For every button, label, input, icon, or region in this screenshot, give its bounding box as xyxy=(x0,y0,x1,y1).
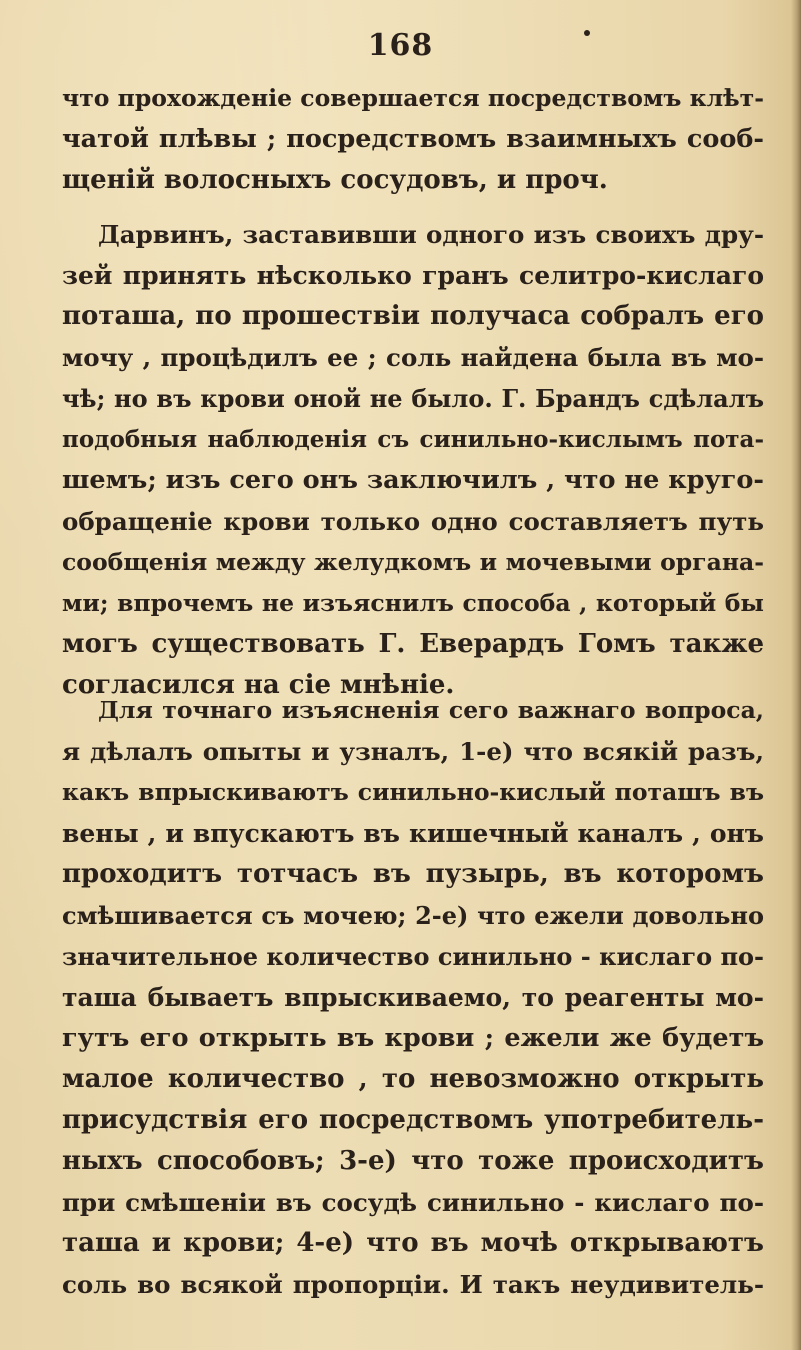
text-line: поташа, по прошествіи получаса собралъ его xyxy=(62,301,764,331)
text-line: сообщенія между желудкомъ и мочевыми органа- xyxy=(62,548,764,576)
text-line: зей принять нѣсколько гранъ селитро-кислаго xyxy=(62,261,764,290)
paragraph-1 xyxy=(62,78,764,201)
text-line: Дарвинъ, заставивши одного изъ своихъ дру- xyxy=(98,220,764,249)
text-line: соль во всякой пропорціи. И такъ неудивитель- xyxy=(62,1270,764,1299)
text-line: могъ существовать Г. Еверардъ Гомъ также xyxy=(62,629,764,659)
text-line: подобныя наблюденія съ синильно-кислымъ пота- xyxy=(62,426,764,453)
paragraph-3 xyxy=(62,690,764,1305)
text-line: обращеніе крови только одно составляетъ путь xyxy=(62,507,764,536)
text-line: при смѣшеніи въ сосудѣ синильно - кислаго по- xyxy=(62,1188,764,1217)
paragraph-2 xyxy=(62,214,764,706)
text-line: шемъ; изъ сего онъ заключилъ , что не круго- xyxy=(62,465,764,495)
text-line: что прохожденіе совершается посредствомъ клѣт- xyxy=(62,84,764,112)
text-line: мочу , процѣдилъ ее ; соль найдена была въ мо- xyxy=(62,343,764,372)
text-line: проходитъ тотчасъ въ пузырь, въ которомъ xyxy=(62,859,764,889)
text-line: ми; впрочемъ не изъяснилъ способа , который бы xyxy=(62,589,764,617)
text-line: какъ впрыскиваютъ синильно-кислый поташъ въ xyxy=(62,778,764,806)
text-line: щеній волосныхъ сосудовъ, и проч. xyxy=(62,165,608,195)
text-line: вены , и впускаютъ въ кишечный каналъ , онъ xyxy=(62,819,764,848)
text-line: я дѣлалъ опыты и узналъ, 1-е) что всякій разъ, xyxy=(62,737,764,766)
text-line: Для точнаго изъясненія сего важнаго вопроса, xyxy=(98,696,764,724)
text-line: чатой плѣвы ; посредствомъ взаимныхъ сооб- xyxy=(62,124,764,154)
text-line: смѣшивается съ мочею; 2-е) что ежели довольно xyxy=(62,901,764,930)
text-line: присудствія его посредствомъ употребитель- xyxy=(62,1105,764,1135)
text-line: чѣ; но въ крови оной не было. Г. Брандъ сдѣлалъ xyxy=(62,384,764,413)
text-line: значительное количество синильно - кислаго по- xyxy=(62,942,764,971)
text-line: таша бываетъ впрыскиваемо, то реагенты мо- xyxy=(62,983,764,1012)
text-line: гутъ его открыть въ крови ; ежели же будетъ xyxy=(62,1023,764,1053)
text-line: ныхъ способовъ; 3-е) что тоже происходитъ xyxy=(62,1146,764,1176)
text-line: согласился на сіе мнѣніе. xyxy=(62,670,455,700)
text-line: таша и крови; 4-е) что въ мочѣ открываютъ xyxy=(62,1228,764,1258)
text-line: малое количество , то невозможно открыть xyxy=(62,1064,764,1094)
page-edge-shadow xyxy=(791,0,801,1350)
page-number: 168 xyxy=(367,28,434,63)
